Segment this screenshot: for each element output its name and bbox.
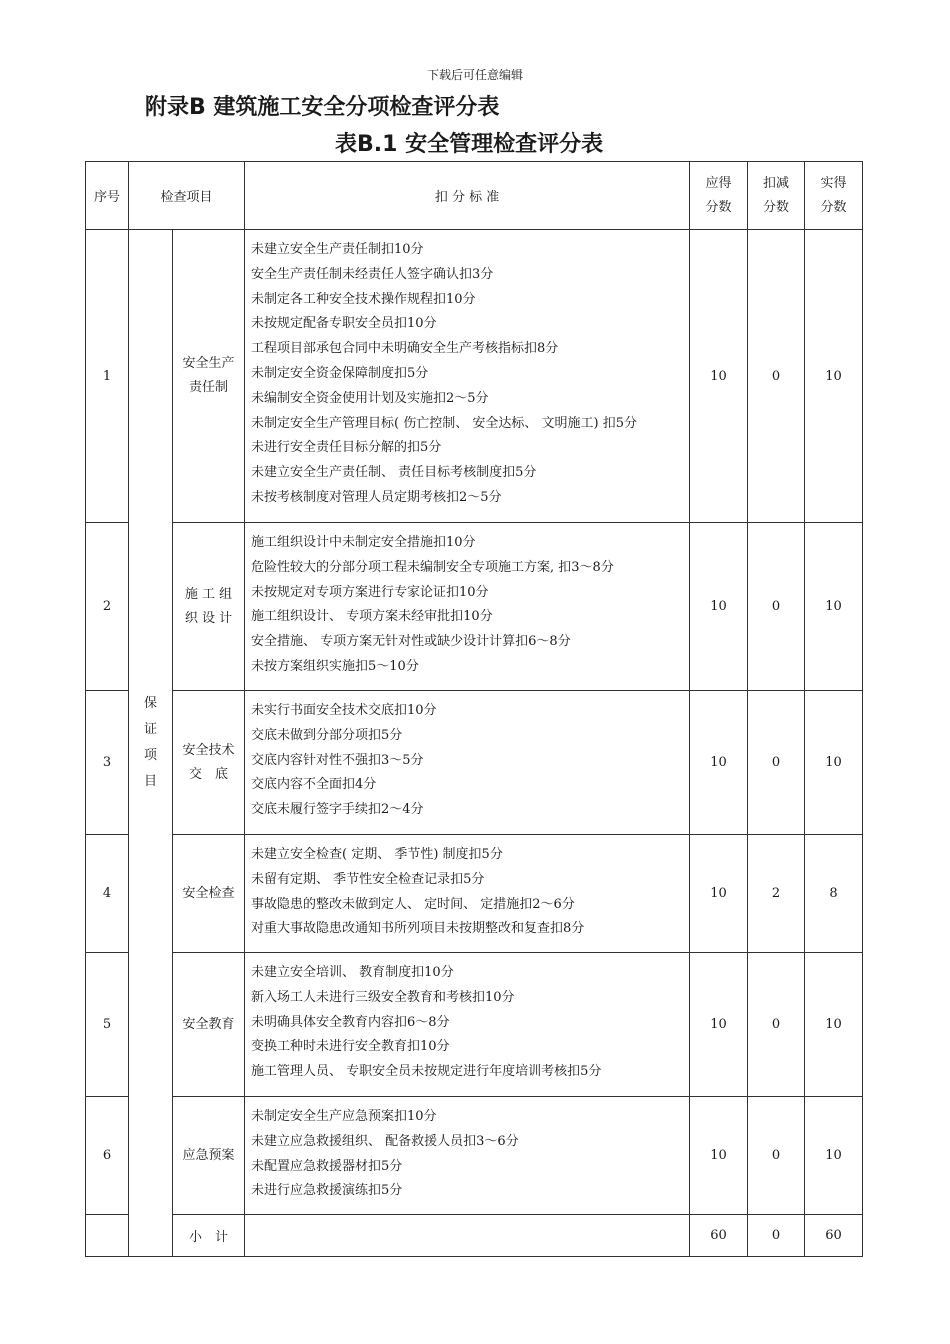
appendix-title: 附录B 建筑施工安全分项检查评分表 bbox=[145, 95, 500, 120]
standard-line: 安全生产责任制未经责任人签字确认扣3分 bbox=[251, 266, 494, 282]
row-no: 1 bbox=[86, 230, 129, 523]
standard-line: 未建立安全生产责任制扣10分 bbox=[251, 242, 424, 257]
should-score: 10 bbox=[690, 1097, 748, 1215]
row-item bbox=[173, 691, 245, 835]
header-row bbox=[86, 162, 863, 230]
standard-line: 未建立安全生产责任制、 责任目标考核制度扣5分 bbox=[251, 465, 537, 481]
subtotal-row bbox=[86, 1215, 863, 1257]
standard-line: 新入场工人未进行三级安全教育和考核扣10分 bbox=[251, 989, 515, 1005]
row-item bbox=[173, 835, 245, 953]
standard-line: 施工组织设计、 专项方案未经审批扣10分 bbox=[251, 609, 493, 625]
row-standards bbox=[245, 953, 690, 1097]
actual-score: 8 bbox=[805, 835, 863, 953]
standard-line: 未建立安全检查( 定期、 季节性) 制度扣5分 bbox=[251, 847, 503, 862]
standard-line: 未制定安全生产管理目标( 伤亡控制、 安全达标、 文明施工) 扣5分 bbox=[251, 415, 637, 431]
deduct-score: 0 bbox=[748, 230, 805, 523]
col-header-actual bbox=[805, 162, 863, 230]
row-no: 5 bbox=[86, 953, 129, 1097]
category-char: 保 bbox=[143, 696, 157, 711]
row-no: 3 bbox=[86, 691, 129, 835]
standard-line: 未进行安全责任目标分解的扣5分 bbox=[251, 440, 442, 456]
col-header-deduct-line1: 扣减 bbox=[763, 175, 790, 191]
row-item-line: 施 工 组 bbox=[184, 586, 233, 602]
row-item-line: 应急预案 bbox=[182, 1147, 235, 1163]
row-standards bbox=[245, 230, 690, 523]
deduct-score: 0 bbox=[748, 953, 805, 1097]
standard-line: 未按方案组织实施扣5～10分 bbox=[251, 658, 419, 674]
standard-line: 施工组织设计中未制定安全措施扣10分 bbox=[251, 535, 476, 550]
subtotal-no-empty bbox=[86, 1215, 129, 1257]
standard-line: 事故隐患的整改未做到定人、 定时间、 定措施扣2～6分 bbox=[251, 896, 575, 912]
col-header-deduct-line2: 分数 bbox=[763, 199, 790, 215]
row-standards bbox=[245, 523, 690, 691]
actual-score: 10 bbox=[805, 1097, 863, 1215]
category-char: 证 bbox=[143, 722, 157, 737]
subtotal-actual: 60 bbox=[805, 1215, 863, 1257]
col-header-should-line2: 分数 bbox=[705, 199, 732, 215]
standard-line: 施工管理人员、 专职安全员未按规定进行年度培训考核扣5分 bbox=[251, 1064, 602, 1080]
header-note: 下载后可任意编辑 bbox=[426, 68, 523, 82]
col-header-item: 检查项目 bbox=[129, 162, 245, 230]
subtotal-deduct: 0 bbox=[748, 1215, 805, 1257]
standard-line: 未留有定期、 季节性安全检查记录扣5分 bbox=[251, 871, 485, 887]
row-no: 4 bbox=[86, 835, 129, 953]
table-row bbox=[86, 691, 863, 835]
standard-line: 未实行书面安全技术交底扣10分 bbox=[251, 703, 437, 718]
standard-line: 交底内容不全面扣4分 bbox=[251, 777, 377, 793]
standard-line: 未制定各工种安全技术操作规程扣10分 bbox=[251, 291, 476, 307]
deduct-score: 2 bbox=[748, 835, 805, 953]
row-no: 2 bbox=[86, 523, 129, 691]
row-standards bbox=[245, 835, 690, 953]
should-score: 10 bbox=[690, 691, 748, 835]
deduct-score: 0 bbox=[748, 691, 805, 835]
standard-line: 未配置应急救援器材扣5分 bbox=[251, 1158, 403, 1174]
actual-score: 10 bbox=[805, 230, 863, 523]
standard-line: 危险性较大的分部分项工程未编制安全专项施工方案, 扣3～8分 bbox=[251, 559, 614, 575]
row-item bbox=[173, 523, 245, 691]
row-item bbox=[173, 1097, 245, 1215]
standard-line: 未按规定对专项方案进行专家论证扣10分 bbox=[251, 584, 489, 600]
row-no: 6 bbox=[86, 1097, 129, 1215]
row-item-line: 责任制 bbox=[189, 380, 229, 395]
table-row bbox=[86, 835, 863, 953]
should-score: 10 bbox=[690, 953, 748, 1097]
standard-line: 安全措施、 专项方案无针对性或缺少设计计算扣6～8分 bbox=[251, 634, 571, 650]
standard-line: 变换工种时未进行安全教育扣10分 bbox=[251, 1039, 450, 1055]
table-title: 表B.1 安全管理检查评分表 bbox=[335, 132, 604, 157]
actual-score: 10 bbox=[805, 953, 863, 1097]
col-header-should bbox=[690, 162, 748, 230]
table-row bbox=[86, 523, 863, 691]
row-item-line: 安全技术 bbox=[182, 742, 235, 758]
standard-line: 交底未履行签字手续扣2～4分 bbox=[251, 802, 424, 818]
should-score: 10 bbox=[690, 523, 748, 691]
actual-score: 10 bbox=[805, 691, 863, 835]
col-header-actual-line2: 分数 bbox=[820, 199, 847, 215]
subtotal-standard-empty bbox=[245, 1215, 690, 1257]
standard-line: 未按规定配备专职安全员扣10分 bbox=[251, 316, 437, 332]
col-header-deduct bbox=[748, 162, 805, 230]
table-row bbox=[86, 230, 863, 523]
row-item-line: 安全生产 bbox=[182, 356, 235, 371]
standard-line: 未编制安全资金使用计划及实施扣2～5分 bbox=[251, 390, 489, 406]
standard-line: 未制定安全资金保障制度扣5分 bbox=[251, 365, 429, 381]
row-item-line: 织 设 计 bbox=[184, 610, 233, 626]
row-item-line: 安全检查 bbox=[182, 885, 235, 901]
deduct-score: 0 bbox=[748, 523, 805, 691]
row-standards bbox=[245, 1097, 690, 1215]
col-header-should-line1: 应得 bbox=[705, 175, 732, 191]
standard-line: 对重大事故隐患改通知书所列项目未按期整改和复查扣8分 bbox=[251, 921, 585, 937]
deduct-score: 0 bbox=[748, 1097, 805, 1215]
standard-line: 未进行应急救援演练扣5分 bbox=[251, 1183, 403, 1199]
category-char: 目 bbox=[143, 774, 157, 789]
should-score: 10 bbox=[690, 230, 748, 523]
standard-line: 未按考核制度对管理人员定期考核扣2～5分 bbox=[251, 489, 502, 505]
category-cell bbox=[129, 230, 173, 1257]
should-score: 10 bbox=[690, 835, 748, 953]
standard-line: 工程项目部承包合同中未明确安全生产考核指标扣8分 bbox=[251, 341, 559, 357]
table-row bbox=[86, 953, 863, 1097]
row-item-line: 交 底 bbox=[189, 766, 229, 782]
standard-line: 未制定安全生产应急预案扣10分 bbox=[251, 1109, 437, 1124]
standard-line: 未建立安全培训、 教育制度扣10分 bbox=[251, 965, 454, 980]
subtotal-label: 小 计 bbox=[173, 1215, 245, 1257]
row-item bbox=[173, 230, 245, 523]
col-header-no: 序号 bbox=[86, 162, 129, 230]
category-char: 项 bbox=[143, 748, 157, 763]
col-header-standard: 扣 分 标 准 bbox=[245, 162, 690, 230]
standard-line: 交底未做到分部分项扣5分 bbox=[251, 727, 403, 743]
col-header-actual-line1: 实得 bbox=[820, 175, 847, 191]
subtotal-should: 60 bbox=[690, 1215, 748, 1257]
standard-line: 未建立应急救援组织、 配备救援人员扣3～6分 bbox=[251, 1133, 519, 1149]
row-item-line: 安全教育 bbox=[182, 1016, 235, 1032]
row-standards bbox=[245, 691, 690, 835]
standard-line: 交底内容针对性不强扣3～5分 bbox=[251, 752, 424, 768]
actual-score: 10 bbox=[805, 523, 863, 691]
table-row bbox=[86, 1097, 863, 1215]
standard-line: 未明确具体安全教育内容扣6～8分 bbox=[251, 1014, 450, 1030]
row-item bbox=[173, 953, 245, 1097]
score-table bbox=[85, 161, 863, 1257]
